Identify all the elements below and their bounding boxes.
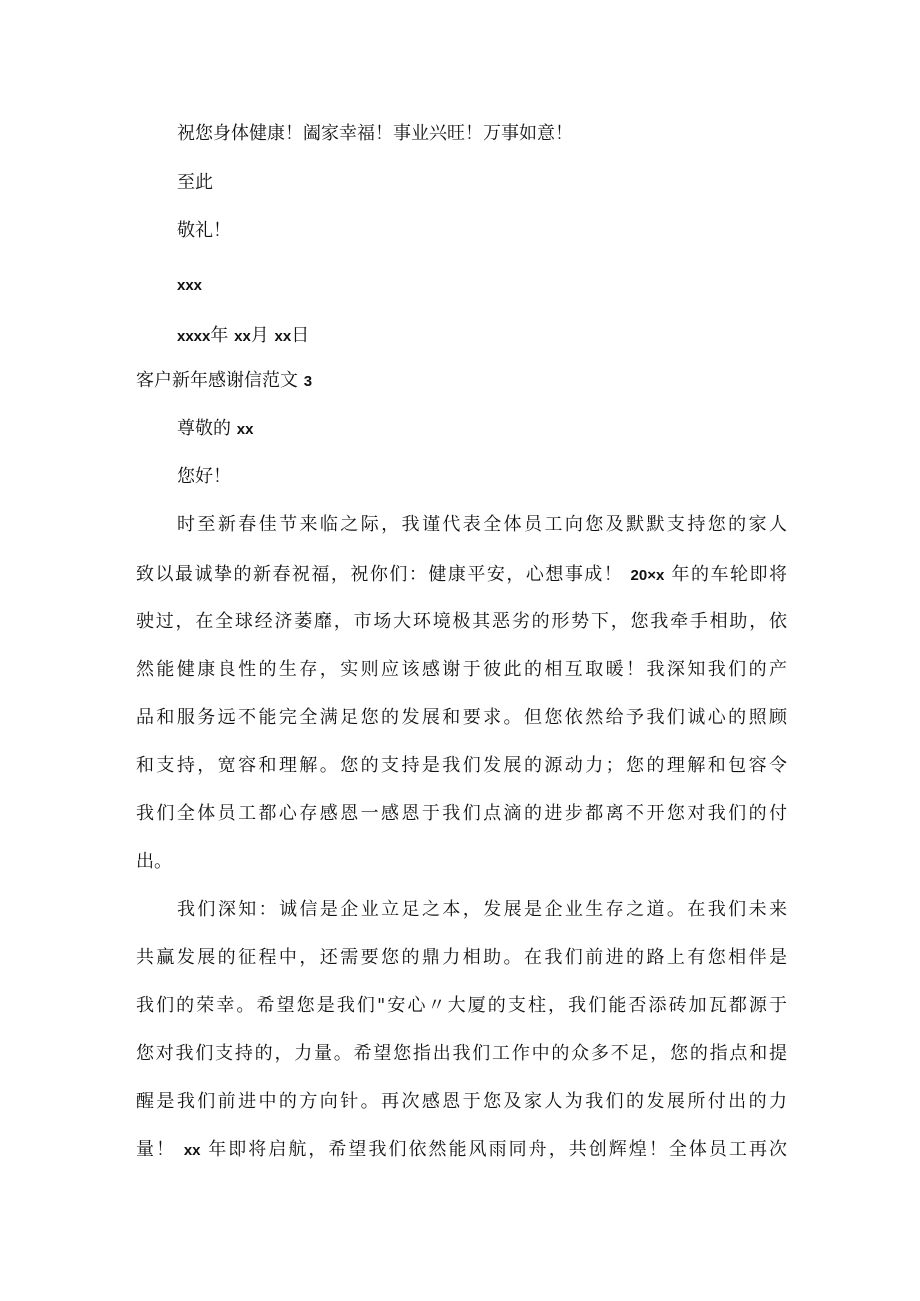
p2-line-6-year: xx xyxy=(183,1142,201,1159)
paragraph-1-line-4: 然能健康良性的生存，实则应该感谢于彼此的相互取暖！我深知我们的产 xyxy=(136,659,787,680)
p1-line-2-year: 20×x xyxy=(630,567,665,584)
salutation-name: xx xyxy=(236,421,254,438)
closing-jingli: 敬礼！ xyxy=(177,220,231,241)
p2-line-6-text-b: 年即将启航，希望我们依然能风雨同舟，共创辉煌！全体员工再次 xyxy=(208,1139,787,1160)
p2-line-6-text-a: 量！ xyxy=(136,1139,177,1160)
greeting: 您好！ xyxy=(177,466,231,487)
date-yue: 月 xyxy=(250,325,269,346)
paragraph-1-line-5: 品和服务远不能完全满足您的发展和要求。但您依然给予我们诚心的照顾 xyxy=(136,707,787,728)
section-title xyxy=(136,369,312,394)
paragraph-2-line-1: 我们深知：诚信是企业立足之本，发展是企业生存之道。在我们未来 xyxy=(177,899,787,920)
paragraph-1-line-2 xyxy=(136,563,787,588)
paragraph-1-line-3: 驶过，在全球经济萎靡，市场大环境极其恶劣的形势下，您我牵手相助，依 xyxy=(136,611,787,632)
salutation-prefix: 尊敬的 xyxy=(177,418,231,439)
date-year: xxxx xyxy=(177,328,211,345)
paragraph-2-line-3: 我们的荣幸。希望您是我们"安心〃大厦的支柱，我们能否添砖加瓦都源于 xyxy=(136,995,787,1016)
date-ri: 日 xyxy=(291,325,310,346)
date-month: xx xyxy=(234,328,251,345)
paragraph-2-line-5: 醒是我们前进中的方向针。再次感恩于您及家人为我们的发展所付出的力 xyxy=(136,1091,787,1112)
signer-name: xxx xyxy=(177,277,203,294)
salutation xyxy=(177,417,253,442)
signature-date xyxy=(177,324,309,349)
paragraph-1-line-6: 和支持，宽容和理解。您的支持是我们发展的源动力；您的理解和包容令 xyxy=(136,755,787,776)
paragraph-2-line-4: 您对我们支持的，力量。希望您指出我们工作中的众多不足，您的指点和提 xyxy=(136,1043,787,1064)
paragraph-1-line-8: 出。 xyxy=(136,851,172,872)
section-title-text: 客户新年感谢信范文 xyxy=(136,370,298,391)
closing-wishes: 祝您身体健康！阖家幸福！事业兴旺！万事如意！ xyxy=(177,123,573,144)
p1-line-2-text-b: 年的车轮即将 xyxy=(671,564,787,585)
date-day: xx xyxy=(274,328,292,345)
p1-line-2-text-a: 致以最诚挚的新春祝福，祝你们：健康平安，心想事成！ xyxy=(136,564,624,585)
closing-zhici: 至此 xyxy=(177,172,213,193)
date-nian: 年 xyxy=(210,325,229,346)
paragraph-1-line-7: 我们全体员工都心存感恩一感恩于我们点滴的进步都离不开您对我们的付 xyxy=(136,803,787,824)
paragraph-1-line-1: 时至新春佳节来临之际，我谨代表全体员工向您及默默支持您的家人 xyxy=(177,514,787,535)
paragraph-2-line-2: 共赢发展的征程中，还需要您的鼎力相助。在我们前进的路上有您相伴是 xyxy=(136,947,787,968)
paragraph-2-line-6 xyxy=(136,1138,787,1163)
section-number: 3 xyxy=(303,373,313,390)
